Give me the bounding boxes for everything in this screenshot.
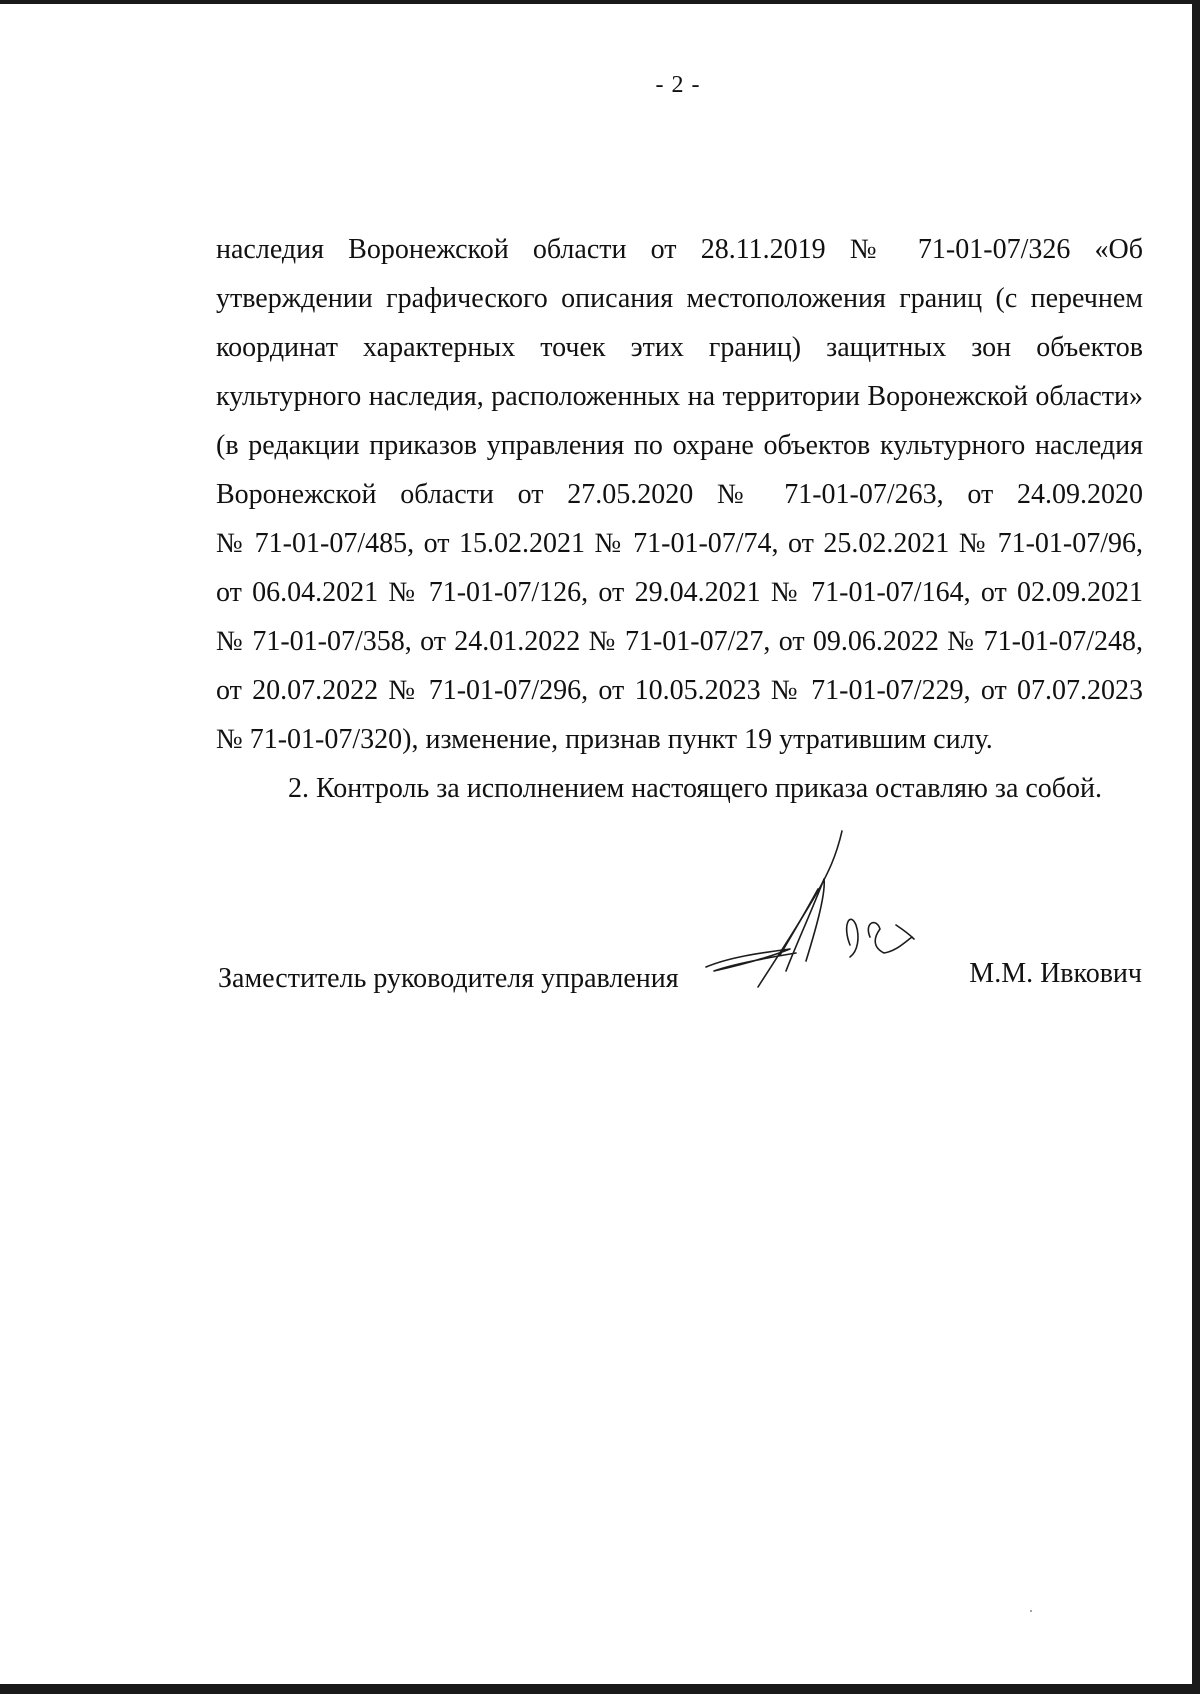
signer-name: М.М. Ивкович — [969, 958, 1142, 989]
text-line: (в редакции приказов управления по охране объектов культурного наследия — [216, 430, 1143, 461]
scan-speck — [1030, 1610, 1032, 1612]
text-line: культурного наследия, расположенных на территории Воронежской области» — [216, 381, 1143, 412]
text-line: № 71-01-07/320), изменение, признав пункт 19 утратившим силу. — [216, 724, 993, 755]
text-line: № 71-01-07/358, от 24.01.2022 № 71-01-07/27, от 09.06.2022 № 71-01-07/248, — [216, 626, 1143, 657]
paragraph-2: 2. Контроль за исполнением настоящего приказа оставляю за собой. — [288, 773, 1103, 804]
signer-position: Заместитель руководителя управления — [218, 963, 679, 994]
text-line: координат характерных точек этих границ) защитных зон объектов — [216, 332, 1143, 363]
page-number: - 2 - — [655, 72, 701, 98]
text-line: от 20.07.2022 № 71-01-07/296, от 10.05.2023 № 71-01-07/229, от 07.07.2023 — [216, 675, 1143, 706]
text-line: № 71-01-07/485, от 15.02.2021 № 71-01-07/74, от 25.02.2021 № 71-01-07/96, — [216, 528, 1143, 559]
document-body — [216, 225, 1143, 813]
text-line: наследия Воронежской области от 28.11.2019 № 71-01-07/326 «Об — [216, 234, 1143, 265]
text-line: утверждении графического описания местоположения границ (с перечнем — [216, 283, 1143, 314]
text-line: Воронежской области от 27.05.2020 № 71-01-07/263, от 24.09.2020 — [216, 479, 1143, 510]
handwritten-signature — [700, 825, 940, 1005]
text-line: от 06.04.2021 № 71-01-07/126, от 29.04.2021 № 71-01-07/164, от 02.09.2021 — [216, 577, 1143, 608]
